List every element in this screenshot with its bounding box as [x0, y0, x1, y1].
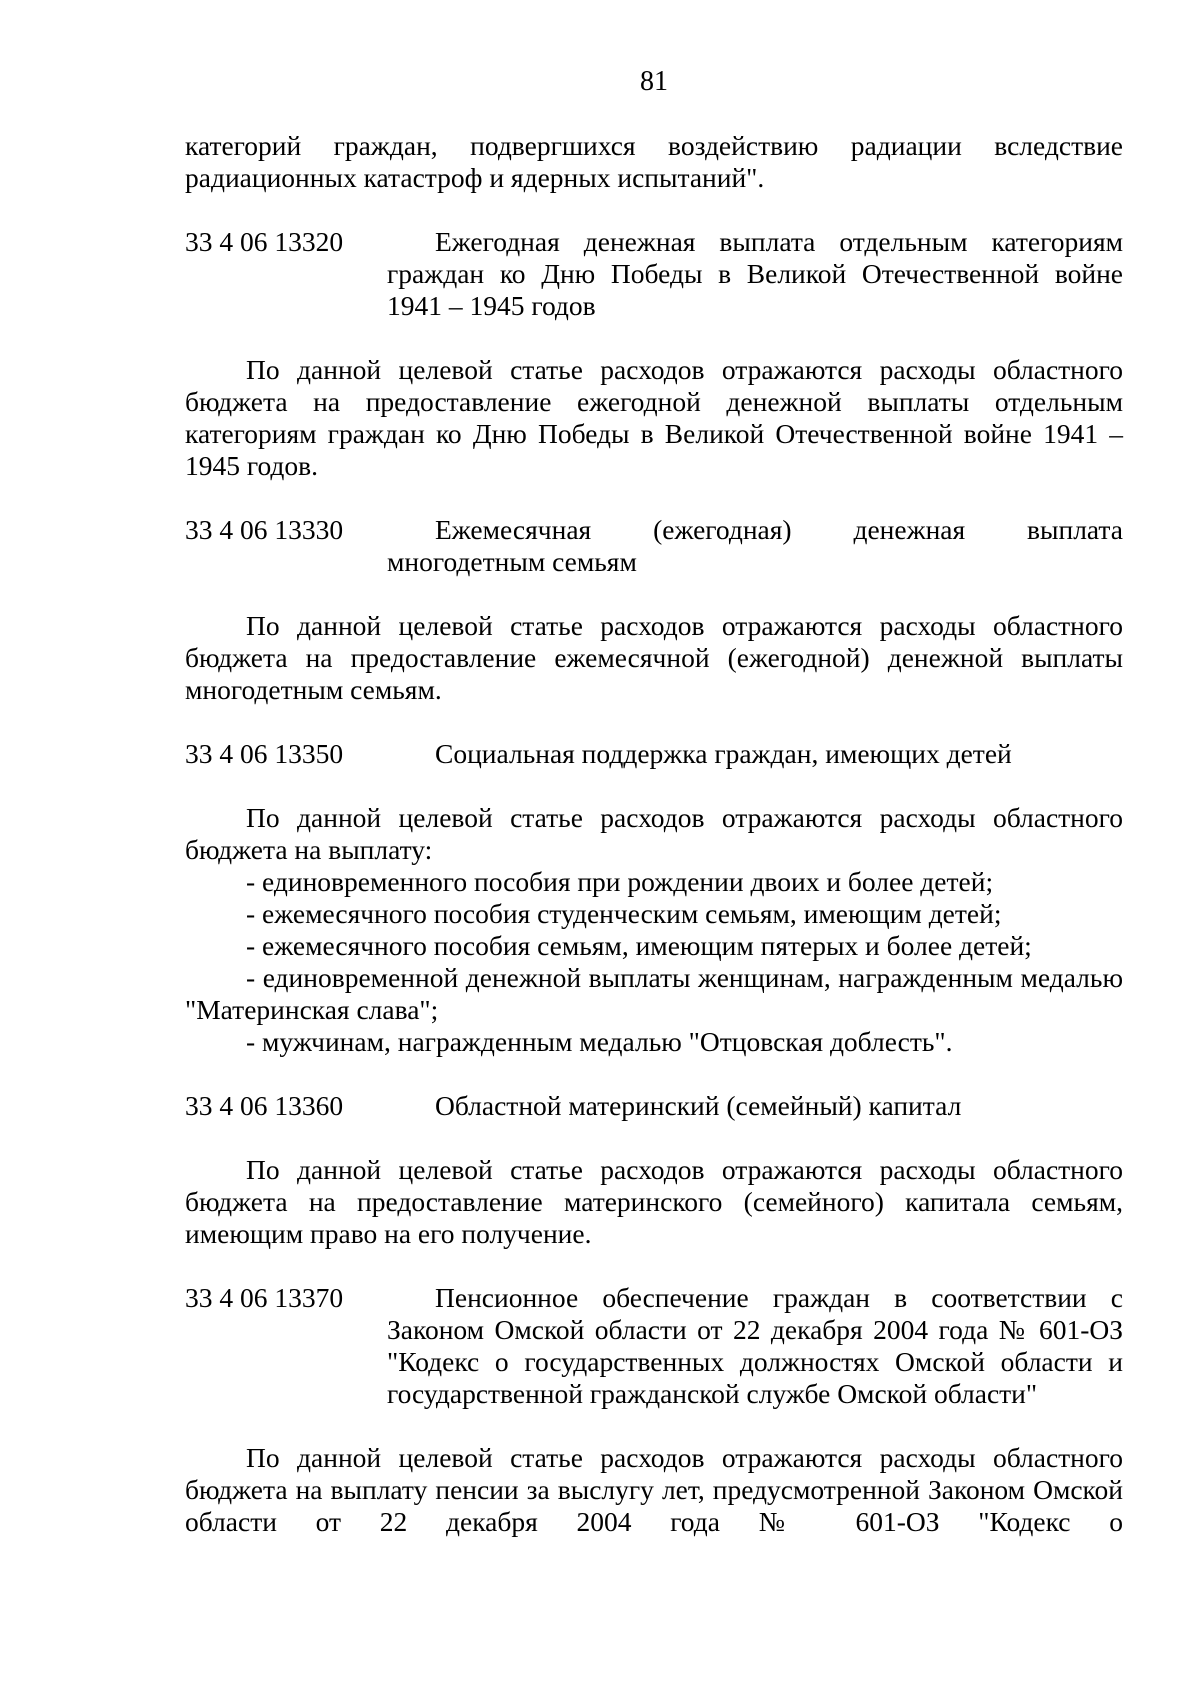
section-description: По данной целевой статье расходов отражаются расходы областного бюджета на предоставление ежемесячной (ежегодной) денежной выплаты многодетным семьям.	[185, 610, 1123, 705]
section-title: Ежегодная денежная выплата отдельным категориям граждан ко Дню Победы в Великой Отечественной войне 1941 – 1945 годов	[387, 226, 1123, 321]
spacer	[185, 194, 1123, 226]
spacer	[185, 706, 1123, 738]
page-number: 81	[640, 66, 668, 97]
section-code: 33 4 06 13360	[185, 1090, 344, 1121]
spacer	[185, 1410, 1123, 1442]
section-code: 33 4 06 13350	[185, 738, 344, 769]
section-heading	[185, 226, 1123, 322]
list-item: - ежемесячного пособия семьям, имеющим пятерых и более детей;	[246, 930, 1032, 961]
section-description: По данной целевой статье расходов отражаются расходы областного бюджета на предоставление ежегодной денежной выплаты отдельным категориям граждан ко Дню Победы в Великой Отечественной войне 1941 – 1945 годов.	[185, 354, 1123, 481]
section-title: Пенсионное обеспечение граждан в соответствии с Законом Омской области от 22 декабря 2004 года № 601-ОЗ "Кодекс о государственных должностях Омской области и государственной гражданской службе Омской области"	[387, 1282, 1123, 1409]
section-title: Ежемесячная (ежегодная) денежная выплата многодетным семьям	[387, 514, 1123, 577]
list-item: - ежемесячного пособия студенческим семьям, имеющим детей;	[246, 898, 1002, 929]
spacer	[185, 770, 1123, 802]
spacer	[185, 578, 1123, 610]
section-heading	[185, 1282, 1123, 1410]
list-item: - мужчинам, награжденным медалью "Отцовская доблесть".	[246, 1026, 953, 1057]
spacer	[185, 1122, 1123, 1154]
spacer	[185, 482, 1123, 514]
section-code: 33 4 06 13370	[185, 1282, 344, 1313]
spacer	[185, 1250, 1123, 1282]
intro-paragraph: категорий граждан, подвергшихся воздействию радиации вследствие радиационных катастроф и ядерных испытаний".	[185, 130, 1123, 193]
list-item: - единовременного пособия при рождении двоих и более детей;	[246, 866, 994, 897]
section-description: По данной целевой статье расходов отражаются расходы областного бюджета на предоставление материнского (семейного) капитала семьям, имеющим право на его получение.	[185, 1154, 1123, 1249]
spacer	[185, 1058, 1123, 1090]
section-heading	[185, 514, 1123, 578]
list-item: - единовременной денежной выплаты женщинам, награжденным медалью "Материнская слава";	[185, 962, 1123, 1025]
section-code: 33 4 06 13320	[185, 226, 344, 257]
section-description: По данной целевой статье расходов отражаются расходы областного бюджета на выплату:	[185, 802, 1123, 865]
section-heading	[185, 1090, 1123, 1122]
section-description: По данной целевой статье расходов отражаются расходы областного бюджета на выплату пенсии за выслугу лет, предусмотренной Законом Омской области от 22 декабря 2004 года № 601-ОЗ "Кодекс о	[185, 1442, 1123, 1537]
section-heading	[185, 738, 1123, 770]
document-page	[185, 62, 1123, 1538]
section-title: Социальная поддержка граждан, имеющих детей	[435, 738, 1012, 769]
section-title: Областной материнский (семейный) капитал	[435, 1090, 962, 1121]
spacer	[185, 322, 1123, 354]
section-code: 33 4 06 13330	[185, 514, 344, 545]
